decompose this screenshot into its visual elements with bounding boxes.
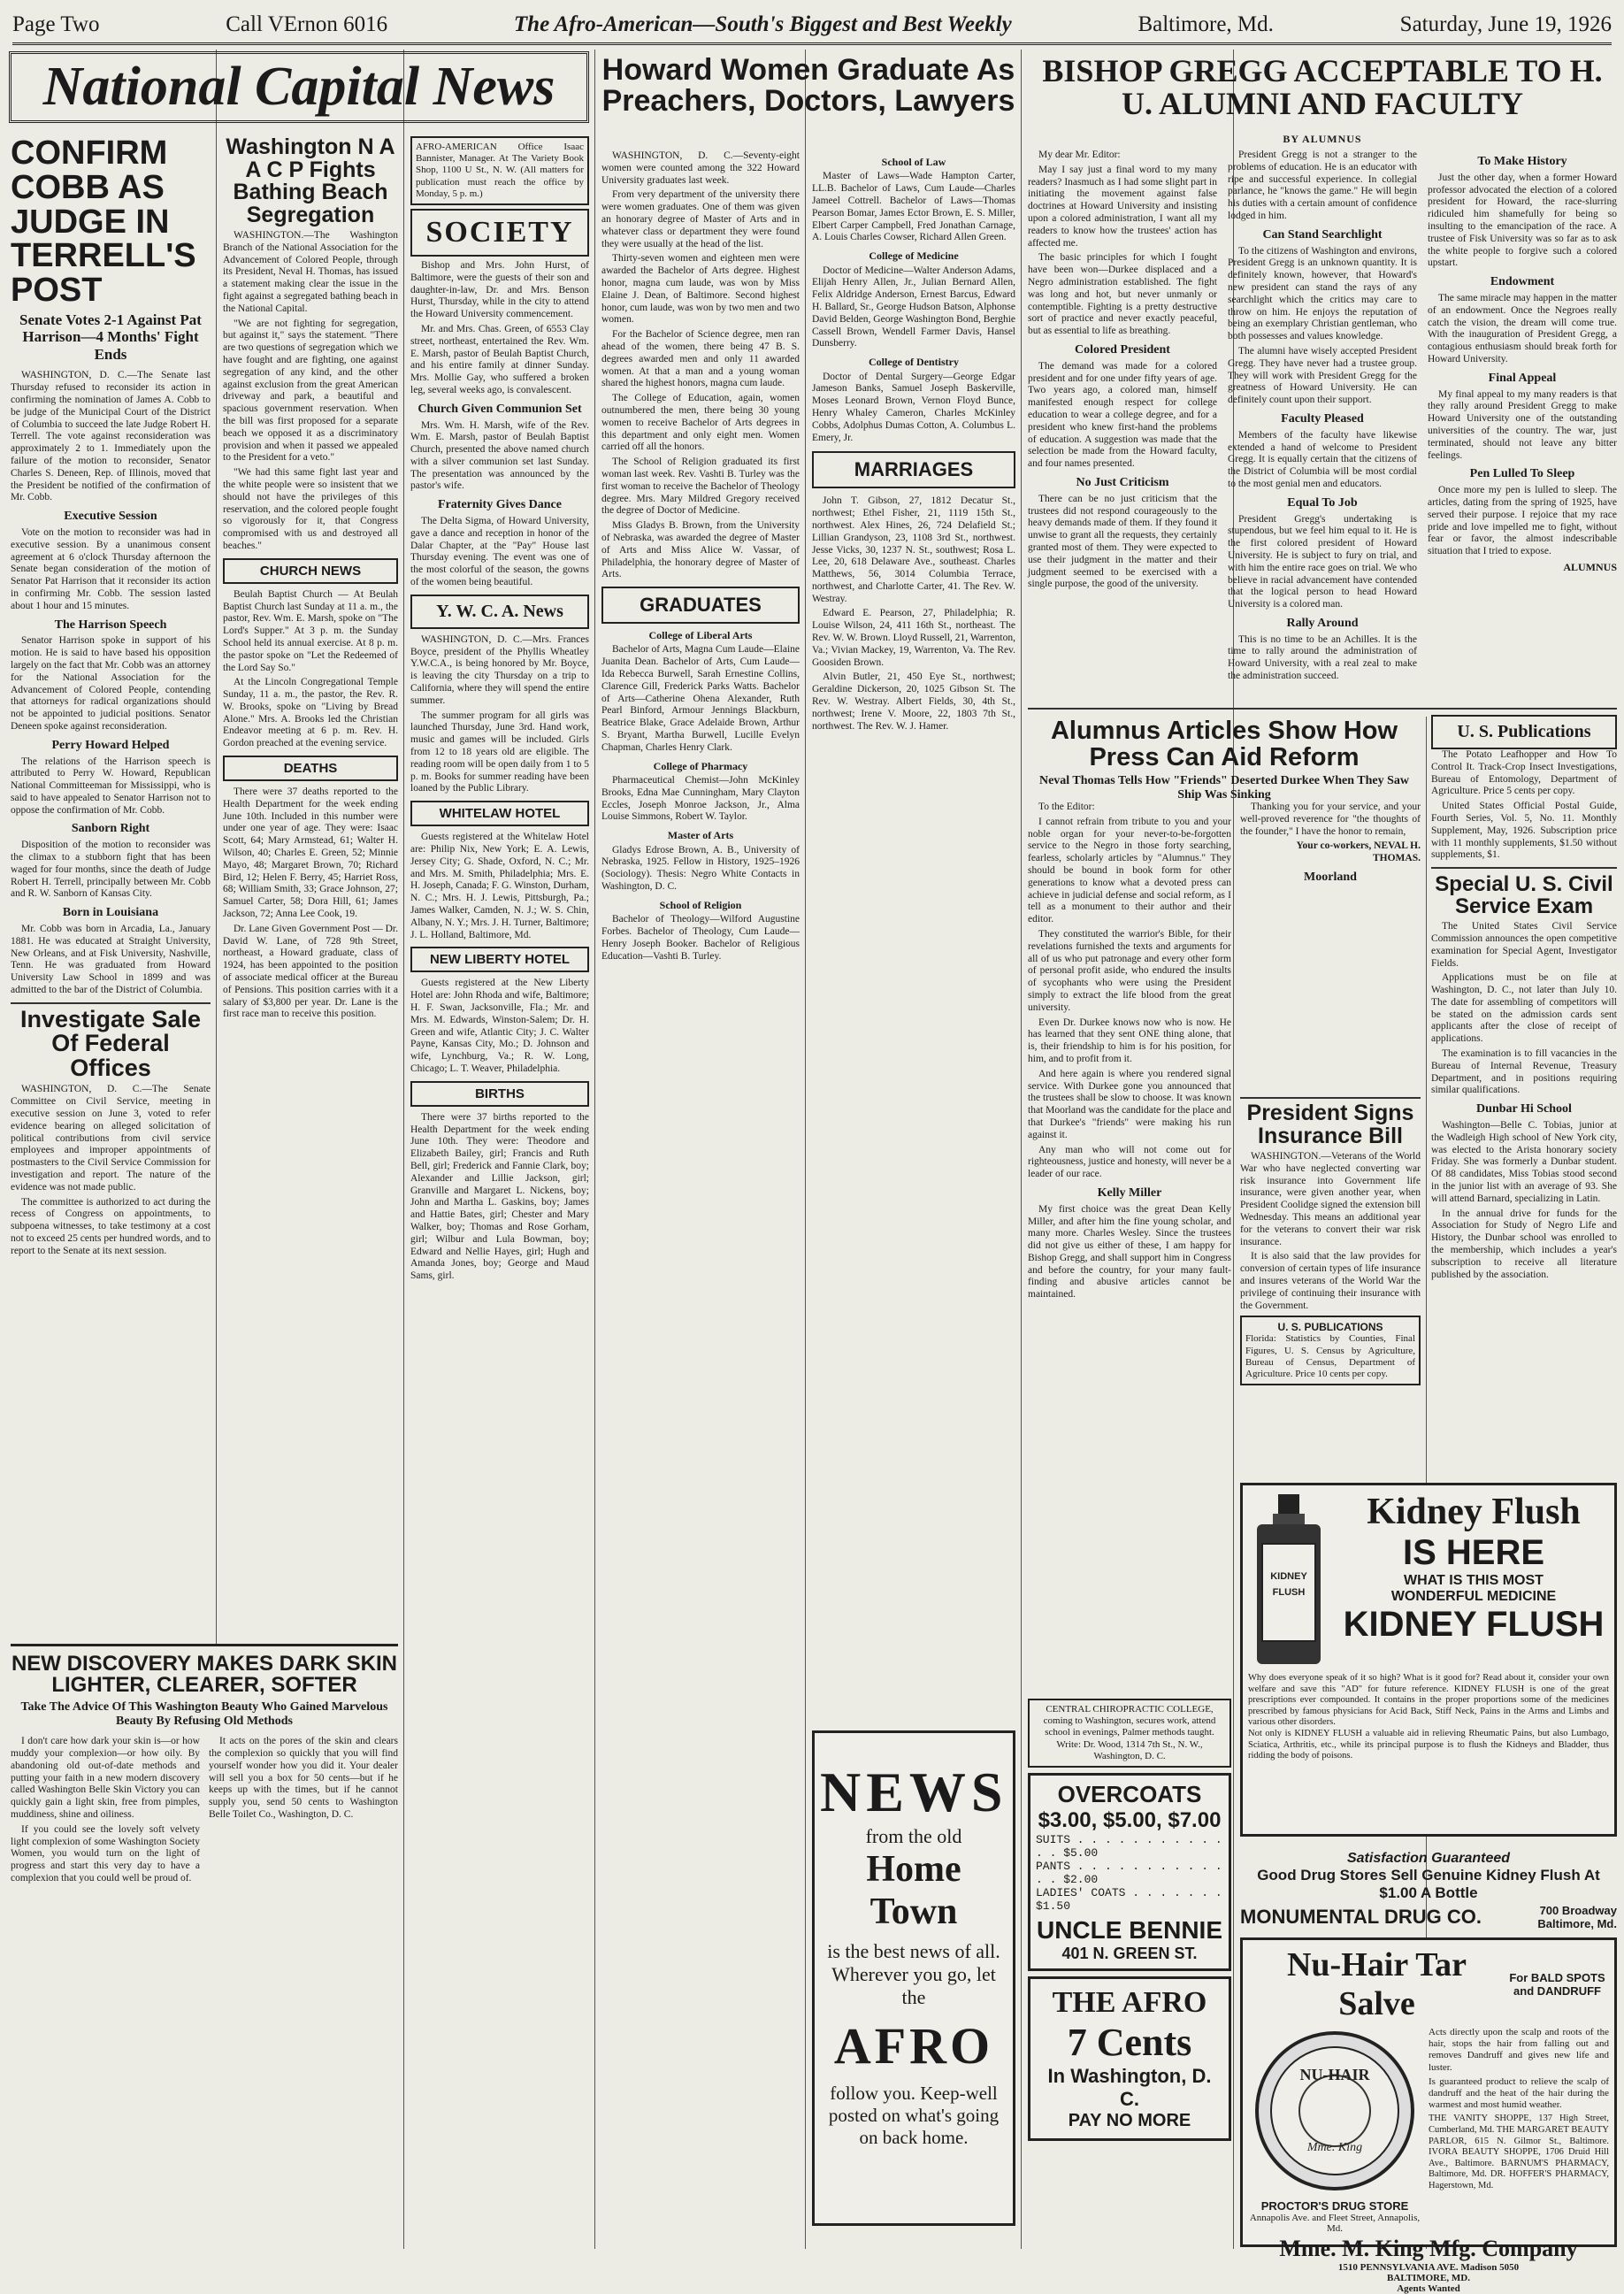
kidney-flush-footer <box>1240 1851 1617 1930</box>
paragraph: The School of Religion graduated its first woman last week. Rev. Vashti B. Turley was the first woman to receive the Bachelor of Theology degree. Mrs. Mary Mildred Gregory received the degree of Doctor of Medicine. <box>601 456 800 517</box>
afro-7cents-ad <box>1028 1976 1231 2141</box>
howard-women-head <box>601 51 1015 145</box>
agents-wanted: Agents Wanted <box>1397 2283 1460 2294</box>
subhead: Fraternity Gives Dance <box>438 498 562 512</box>
paragraph: It acts on the pores of the skin and clears the complexion so quickly that you will find yourself wonder how you did it. Your dealer will sell you a box for 50 cents—but if he keeps up with the times, but if he cannot supply you, send 50 cents to Washington Belle Toilet Co., Washington, D. C. <box>209 1736 398 1820</box>
paragraph: Mr. Cobb was born in Arcadia, La., January 1881. He was educated at Straight University, New Orleans, and at Fisk University, Nashville, Tenn. He was graduated from Howard University Law School in 1899 and was admitted to the bar of the District of Columbia. <box>11 924 211 996</box>
paragraph: Members of the faculty have likewise extended a hand of welcome to President Gregg. It is equally certain that the citizens of the District of Columbia will be most cordial to the most genial men and educators. <box>1228 429 1417 489</box>
paragraph: Doctor of Dental Surgery—George Edgar Jameson Banks, Samuel Joseph Baskerville, Moses Leonard Brown, Vernon Floyd Bunce, Henry Whaley Cameron, Charles McKinley Cobbs, Adolphus Dumas Cotton, A. Columbus L. Emery, Jr. <box>812 371 1015 443</box>
paragraph: Just the other day, when a former Howard professor advocated the election of a colored president for Howard, the race-slurring ridiculed him shamefully for being so insulting to the emancipation of the race. A trustee of Fisk University was so far as to ask the white people to forgive such a colored upstart. <box>1428 172 1617 269</box>
paragraph: Once more my pen is lulled to sleep. The articles, dating from the spring of 1925, have served their purpose. I rejoice that my race pride and love impelled me to fight, without fear or favor, the almost indescribable situation that I tried to expose. <box>1428 485 1617 557</box>
paragraph: Mr. and Mrs. Chas. Green, of 6553 Clay street, northeast, entertained the Rev. Wm. E. Marsh, pastor of Beulah Baptist Church, and his entire family at dinner Sunday. Mrs. Mollie Gay, who suffered a broken leg, several weeks ago, is convalescent. <box>410 323 589 395</box>
ad-follow-you: follow you. Keep-well posted on what's going on back home. <box>828 2083 1000 2148</box>
svg-text:KIDNEY: KIDNEY <box>1270 1571 1307 1582</box>
kidney-tagline: WONDERFUL MEDICINE <box>1390 1589 1557 1604</box>
phone-number: Call VErnon 6016 <box>226 12 388 36</box>
paragraph: For the Bachelor of Science degree, men ran ahead of the women, there being 47 B. S. degrees awarded men and only 11 awarded women. At that a man and a young woman shared the highest honors, magna cum laude. <box>601 329 800 389</box>
cobb-headline: CONFIRM COBB AS JUDGE IN TERRELL'S POST <box>11 134 196 309</box>
overcoats-prices: $3.00, $5.00, $7.00 <box>1038 1807 1222 1832</box>
monumental-address: 700 Broadway <box>1539 1904 1617 1917</box>
paragraph: Master of Laws—Wade Hampton Carter, LL.B. Bachelor of Laws, Cum Laude—Charles Jameel Cottrell. Bachelor of Laws—Thomas Pearson Bomar, James Ector Brown, E. S. Miller, Elbert Carper Campbell, Fred Jonathan Carnage, A. Louis Charles Cowser, Richard Allen Green. <box>812 171 1015 243</box>
federal-offices-article <box>11 1084 211 1257</box>
paragraph: Guests registered at the New Liberty Hotel are: John Rhoda and wife, Baltimore; H. F. Swan, Jacksonville, Fla.; Mr. and Mrs. M. Edwards, Winston-Salem; Dr. H. Green and wife, Atlantic City; J. C. Walter Payne, Kansas City, Mo.; D. Johnson and wife, Lynchburg, Va.; R. W. Long, Chicago; L. T. Weaver, Philadelphia. <box>410 978 589 1074</box>
subhead: Can Stand Searchlight <box>1262 227 1383 242</box>
paragraph: My final appeal to my many readers is that they rally around President Gregg to make Howard University one of the outstanding universities of the country. The war, just terminated, should not leave any bitter feelings. <box>1428 388 1617 461</box>
paragraph: President Gregg is not a stranger to the problems of education. He is an educator with ripe and successful experience. In collegial parlance, he "knows the game." He will begin his duties with a certain amount of confidence lodged in him. <box>1228 150 1417 221</box>
column-8 <box>1431 715 1617 1476</box>
column-rule <box>594 50 595 2249</box>
ad-best-news: is the best news of all. Wherever you go, let the <box>827 1940 1000 2008</box>
overcoats-title: OVERCOATS <box>1057 1780 1202 1807</box>
paragraph: Guests registered at the Whitelaw Hotel are: Philip Nix, New York; E. A. Lewis, Jersey City; G. Shade, Oxford, N. C.; Mr. and Mrs. M. Smith, Philadelphia; Mrs. E. H. Joseph, Canada; F. G. Winston, Durham, N. C.; Mrs. H. J. Lewis, Pittsburgh, Pa.; James Walker, Camden, N. J.; W. S. Chin, Albany, N. Y.; Mrs. J. H. Turner, Baltimore; J. L. Holland, Baltimore, Md. <box>410 832 589 940</box>
gregg-headline: BISHOP GREGG ACCEPTABLE TO H. U. ALUMNI AND FACULTY <box>1042 53 1603 121</box>
paragraph: There were 37 deaths reported to the Health Department for the week ending June 10th. Included in this number were under one year of age. They were: Isaac Scott, 64; Mary Armstead, 61; Walter H. Wilson, 40; Charles E. Green, 52; Minnie Mayo, 48; Margaret Brown, 70; Richard Bird, 12; Helen F. Berry, 45; Harriet Ross, 68; William Smith, 33; Grace Johnson, 27; Samuel Carter, 58; Dora Hill, 61; James Jackson, 72; Anna Lee Cook, 19. <box>223 786 398 920</box>
box-body: Florida: Statistics by Counties, Final Figures, U. S. Census by Agriculture, Bureau of Census, Department of Agriculture. Price 10 cents per copy. <box>1245 1333 1415 1379</box>
paragraph: Beulah Baptist Church — At Beulah Baptist Church last Sunday at 11 a. m., the pastor, Rev. Wm. E. Marsh, spoke on "The Lord's Supper." At 3 p. m. the Sunday School held its annual exercise. At 8 p. m. the pastor spoke on "Let the Redeemed of the Lord Say So." <box>223 588 398 673</box>
ad-news-word: NEWS <box>820 1761 1008 1823</box>
king-address: 1510 PENNSYLVANIA AVE. Madison 5050 <box>1337 2262 1520 2273</box>
paragraph: The alumni have wisely accepted President Gregg. They have never had a trustee group. They will work with President Gregg for the greatness of Howard University. He can definitely count upon their support. <box>1228 345 1417 406</box>
paragraph: This is no time to be an Achilles. It is the time to rally around the administration of Howard University, with a real zeal to make the administration succeed. <box>1228 633 1417 682</box>
paragraph: "We had this same fight last year and the white people were so insistent that we should not have the privileges of this reservation, and the colored people fought so vigorously for it, that Congress compromised with us and destroyed all beaches." <box>223 467 398 551</box>
subhead: To Make History <box>1477 155 1567 168</box>
paragraph: The same miracle may happen in the matter of an endowment. Once the Negroes really catch the vision, the dream will come true. With the inauguration of President Gregg, a contagious enthusiasm should break forth for Howard University. <box>1428 292 1617 364</box>
column-7-lower <box>1240 802 1421 1093</box>
paragraph: WASHINGTON, D. C.—Mrs. Frances Boyce, president of the Phyllis Wheatley Y.W.C.A., is being honored by Mr. Boyce, is leaving the city Thursday on a trip to California, where they will spend the entire summer. <box>410 633 589 706</box>
skin-ad-deck: Take The Advice Of This Washington Beauty Who Gained Marvelous Beauty By Refusing Old Methods <box>20 1699 388 1729</box>
paragraph: Dr. Lane Given Government Post — Dr. David W. Lane, of 728 9th Street, northeast, a Howard graduate, class of 1924, has been appointed to the position of associate medical officer at the Bureau of Pensions. This position carries with it a salary of $3,800 per year. Dr. Lane is the first race man to receive this position. <box>223 923 398 1020</box>
paragraph: WASHINGTON.—Veterans of the World War who have neglected converting war risk insurance into Government life insurance, were given another year, when President Coolidge signed the extension bill Wednesday. This means an additional year for the veterans to convert their war risk insurance. <box>1240 1151 1421 1247</box>
paragraph: The Delta Sigma, of Howard University, gave a dance and reception in honor of the Dalar Chapter, at the "Pay" House last Thursday evening. The event was one of the most colorful of the season, the gowns of the women being beautiful. <box>410 516 589 588</box>
alumnus-letter-cont <box>1240 802 1421 886</box>
paragraph: Washington—Belle C. Tobias, junior at the Wadleigh High school of New York city, was elected to the Arista honorary society Friday. She was formerly a Dunbar student. Of 88 candidates, Miss Tobias stood second in the junior list with an average of 93. She will attend Barnard, specializing in Latin. <box>1431 1120 1617 1204</box>
column-2 <box>223 133 398 1637</box>
new-liberty-title: NEW LIBERTY HOTEL <box>410 947 589 972</box>
paragraph: The United States Civil Service Commission announces the open competitive examination for Special Agent, Investigator Fields. <box>1431 921 1617 969</box>
paragraph: My dear Mr. Editor: <box>1038 150 1121 160</box>
subhead: Moorland <box>1304 870 1357 884</box>
cobb-article <box>11 370 211 996</box>
paragraph: There were 37 births reported to the Health Department for the week ending June 10th. They were: Theodore and Elizabeth Bailey, girl; Francis and Ruth Bell, girl; Frederick and Fannie Clark, boy; Alexander and Lillie Jackson, girl; Granville and Margaret L. Nickens, boy; John and Martha L. Gaskins, boy; James and Hattie Bates, girl; Chester and Mary Walker, boy; Thomas and Rose Gorham, girl; Wilbur and Lula Bowman, boy; Edward and Nellie Hayes, girl; Hugh and Amanda Jones, boy; George and Maud Sams, girl. <box>410 1111 589 1282</box>
us-publications-box <box>1240 1316 1421 1385</box>
nu-hair-title: Nu-Hair Tar Salve <box>1286 1946 1467 2022</box>
section-title-area <box>9 51 589 127</box>
paragraph: Bachelor of Arts, Magna Cum Laude—Elaine Juanita Dean. Bachelor of Arts, Cum Laude—Ida Rebecca Burwell, Sarah Ernestine Collins, Clarence Gill, Frederick Parks Watts. Bachelor of Arts—Catherine Ohena Alexander, Ruth Pearl Binford, Armour Jennings Blackburn, Beatrice Blake, Grace Adelaide Brown, Arthur S. Bryant, Martha Burwell, Lucille Evelyn Chapman, Charles Henry Clark. <box>601 644 800 753</box>
kidney-is-here: IS HERE <box>1402 1533 1545 1572</box>
graduates-list <box>601 629 800 963</box>
section-divider <box>1028 708 1617 710</box>
column-rule <box>403 50 404 2249</box>
marriages-title: MARRIAGES <box>812 451 1015 488</box>
paragraph: Miss Gladys B. Brown, from the University of Nebraska, was awarded the degree of Master of Arts and Miss Alice W. Vassar, of Philadelphia, the honorary degree of Master of Arts. <box>601 520 800 580</box>
naacp-article <box>223 230 398 553</box>
gregg-article <box>1028 129 1617 704</box>
nu-hair-stores: THE VANITY SHOPPE, 137 High Street, Cumberland, Md. THE MARGARET BEAUTY PARLOR, 615 N. Gilmor St., Baltimore. IVORA BEAUTY SHOPPE, 1706 Druid Hill Ave., Baltimore. BARNUM'S PHARMACY, Baltimore, Md. DR. HOFFER'S PHARMACY, Hagerstown, Md. <box>1429 2114 1609 2190</box>
deaths-list <box>223 786 398 1021</box>
skin-ad-body <box>11 1736 398 1888</box>
paragraph: They constituted the warrior's Bible, for their revelations furnished the texts and arguments for all of us who put patronage and every other form of personal profit aside, who endured the insults of sycophants who were using the President simply to extract the life blood from the great university. <box>1028 928 1231 1013</box>
paragraph: Disposition of the motion to reconsider was the climax to a stubborn fight that has been waged for four months, since the death of Judge Robert H. Terrell, principally between Mr. Cobb and R. W. Sanborn of Kansas City. <box>11 840 211 900</box>
news-hometown-ad <box>812 1725 1015 2238</box>
subhead: School of Law <box>881 156 946 168</box>
subhead: College of Liberal Arts <box>648 629 753 642</box>
paragraph: Edward E. Pearson, 27, Philadelphia; R. Louise Wilson, 24, 411 16th St., northeast. The Rev. W. W. Brown. Lloyd Russell, 21, Warrenton, Va.; Vivian Mackey, 19, Warrenton, Va. The Rev. Goosiden Brown. <box>812 608 1015 668</box>
section-title: National Capital News <box>9 51 589 123</box>
paragraph: I don't care how dark your skin is—or how muddy your complexion—or how oily. By abandoning old out-of-date methods and putting your faith in a new modern discovery called Washington Belle Skin Victory you can quickly gain a light skin, free from pimples, muddiness, shine and oiliness. <box>11 1736 200 1820</box>
nu-hair-ad <box>1240 1937 1617 2294</box>
afro-pay-no-more: PAY NO MORE <box>1068 2110 1191 2130</box>
new-liberty-guests <box>410 978 589 1075</box>
subhead: Colored President <box>1075 342 1170 357</box>
church-news <box>223 589 398 750</box>
subhead: Final Appeal <box>1488 371 1557 385</box>
kidney-body-2: Not only is KIDNEY FLUSH a valuable aid in relieving Rheumatic Pains, but also Lumbago, Sciatica, Arthritis, etc., while its principal purpose is to flush the Kidneys and Bladder, thus ridding the body of poisons. <box>1248 1728 1609 1761</box>
paragraph: Doctor of Medicine—Walter Anderson Adams, Elijah Henry Allen, Jr., Julian Bernard Allen, Felix Aldridge Anderson, Ernest Barcus, Edward H. Ballard, Sr., George Hudson Batson, Alphonse David Belden, George Washington Bond, Berghie Cassell Brown, Wendell Farmer Davis, Hansel Dunsberry. <box>812 265 1015 349</box>
paragraph: There can be no just criticism that the trustees did not respond courageously to the heavy demands made of them. If they found it unwise to grant all the requests, they certainly granted most of them. They were expected to use their judgment in the matter and their judgment seemed to be exercised with a single purpose, the good of the university. <box>1028 493 1217 590</box>
society-banner: SOCIETY <box>410 209 589 257</box>
paper-slogan: The Afro-American—South's Biggest and Best Weekly <box>513 12 1012 36</box>
subhead: Master of Arts <box>667 829 734 842</box>
afro-where: In Washington, D. C. <box>1047 2064 1212 2110</box>
letter-signature: Your co-workers, NEVAL H. THOMAS. <box>1296 840 1421 864</box>
church-news-title: CHURCH NEWS <box>223 558 398 584</box>
overcoats-ad <box>1028 1773 1231 1971</box>
howard-women-headline: Howard Women Graduate As Preachers, Doctors, Lawyers <box>601 53 1015 118</box>
insurance-headline: President Signs Insurance Bill <box>1246 1101 1414 1148</box>
births-list <box>410 1112 589 1283</box>
subhead: Dunbar Hi School <box>1476 1102 1572 1116</box>
uncle-bennie: UNCLE BENNIE <box>1036 1915 1222 1944</box>
kidney-title: Kidney Flush <box>1367 1492 1581 1532</box>
kidney-tagline: WHAT IS THIS MOST <box>1404 1573 1544 1588</box>
price-line: SUITS . . . . . . . . . . . . . $5.00 <box>1036 1832 1222 1860</box>
paragraph: "We are not fighting for segregation, but against it," says the statement. "There are two questions of segregation which we have fought and are fighting, one against segregation of any kind, and the other against exclusion from the great American driveway and park, a beautiful and spacious government reservation. When the bill was first proposed for a separate beach we opposed it as a discriminatory provision and when it passed we appealed to the President for a veto." <box>223 318 398 464</box>
kidney-title-2: KIDNEY FLUSH <box>1343 1605 1605 1644</box>
column-5 <box>812 150 1015 1716</box>
subhead: Pen Lulled To Sleep <box>1469 467 1575 481</box>
svg-text:FLUSH: FLUSH <box>1272 1587 1306 1598</box>
paragraph: If you could see the lovely soft velvety light complexion of some Washington Society Women, you would turn on the light of progress and start this very day to have a complexion that you could well be proud of. <box>11 1823 200 1884</box>
column-rule <box>1021 50 1022 2249</box>
skin-ad-headline: NEW DISCOVERY MAKES DARK SKIN LIGHTER, CLEARER, SOFTER <box>11 1652 398 1698</box>
nu-hair-guarantee: Is guaranteed product to relieve the scalp of dandruff and the heat of the hair during the warmest and most humid weather. <box>1429 2075 1609 2111</box>
paragraph: Thanking you for your service, and your well-proved reverence for "the thoughts of the founder," I have the honor to remain, <box>1240 802 1421 837</box>
page-number: Page Two <box>12 12 100 36</box>
column-6-ads <box>1028 1695 1231 2252</box>
afro-price: 7 Cents <box>1067 2020 1192 2064</box>
paragraph: The summer program for all girls was launched Thursday, June 3rd. Hand work, music and games will be included. Girls from 12 to 18 years old are eligible. The reading room will be open daily from 1 to 5 p. m. Books for summer reading have been loaned by the Public Library. <box>410 710 589 794</box>
paragraph: My first choice was the great Dean Kelly Miller, and after him the fine young scholar, and many more. Charles Wesley. Since the trustees did not give us either of these, I am happy for Bishop Gregg, and shall support him in Congress and before the country, for your many fault-finding and abusive articles cannot be maintained. <box>1028 1203 1231 1300</box>
king-city: BALTIMORE, MD. <box>1386 2273 1471 2283</box>
paragraph: Senator Harrison spoke in support of his motion. He is said to have based his opposition largely on the fact that Mr. Cobb was an attorney for the National Association for the Advancement of Colored People, contending that attorneys for radical organizations should not be appointed to judicial positions. Senator Deneen spoke against reconsideration. <box>11 635 211 732</box>
subhead: College of Medicine <box>869 249 959 263</box>
kidney-price: Good Drug Stores Sell Genuine Kidney Flush At $1.00 A Bottle <box>1257 1867 1600 1901</box>
births-title: BIRTHS <box>410 1081 589 1107</box>
paragraph: Even Dr. Durkee knows now who is now. He has learned that they sent ONE thing alone, that is, their friendship to him is for his position, for him, and to profit from it. <box>1028 1017 1231 1064</box>
paragraph: May I say just a final word to my many readers? Inasmuch as I had some slight part in initiating the movement against false doctrines at Howard University and insisting upon a colored administration, I want all my readers to know how the trustees' action has affected me. <box>1028 164 1217 249</box>
paragraph: To the Editor: <box>1038 802 1095 812</box>
paragraph: From very department of the university there were women graduates. One of them was given an honorary degree of Master of Arts and in whatever class or department they were found they were usually at the head of the list. <box>601 189 800 249</box>
paragraph: The College of Education, again, women outnumbered the men, there being 30 young women to receive Bachelor of Arts degrees in this department and only eight men. Women carried off all the honors. <box>601 393 800 453</box>
alumnus-letter <box>1028 802 1231 1301</box>
paragraph: The demand was made for a colored president and for one under fifty years of age. Two years ago, a colored man, himself manifested enough respect for college education to wear a college degree, and for a president who knew first-hand the problems of education. A suggestion was made that the selection be made from the Howard faculty, and four names presented. <box>1028 360 1217 470</box>
ywca-news <box>410 634 589 795</box>
subhead: Executive Session <box>64 510 157 524</box>
paragraph: Gladys Edrose Brown, A. B., University of Nebraska, 1925. Fellow in History, 1925–1926 (Sociology). Thesis: Negro White Contacts in Washington, D. C. <box>601 844 800 893</box>
paragraph: John T. Gibson, 27, 1812 Decatur St., northwest; Ethel Fisher, 21, 1119 15th St., northwest. Alex Hines, 26, 724 Delafield St.; Lillian Grandyson, 23, 1108 3rd St., northwest. Jesse Vicks, 30, 1237 N. St., southwest; Rosa L. Lee, 20, 618 Delaware Ave., southeast. Charles Matthews, 56, 3014 Columbia Terrace, northwest, and Charlotte Carter, 41. The Rev. W. Westray. <box>812 495 1015 604</box>
us-publications-body <box>1431 749 1617 862</box>
paragraph: United States Official Postal Guide, Fourth Series, Vol. 5, No. 11. Monthly Supplement, May, 1926. Subscription price with 11 monthly supplements, $1.50 without supplements, $1. <box>1431 801 1617 861</box>
paragraph: In the annual drive for funds for the Association for Study of Negro Life and History, the Dunbar school was enrolled to the membership, which includes a year's subscription to receive all literature published by the association. <box>1431 1208 1617 1280</box>
civil-service-body <box>1431 921 1617 1281</box>
column-6-lower <box>1028 802 1231 1690</box>
howard-women-article <box>601 150 800 581</box>
column-3 <box>410 133 589 2247</box>
whitelaw-guests <box>410 832 589 941</box>
gregg-signature: ALUMNUS <box>1563 560 1617 573</box>
paragraph: And here again is where you rendered signal service. With Durkee gone you announced that the trustees shall be slow to choose. It was known that Moorland was the candidate for the place and that Durkee's "friends" were making his run against it. <box>1028 1068 1231 1140</box>
paragraph: I cannot refrain from tribute to you and your noble organ for your never-to-be-forgotten service to the Negro in those forty searching, fearless, scholarly articles by "Alumnus." They should be bound in book form for other generations to know what a devoted press can achieve in judicial defense and social reform, as I tell as a monument to their author and their editor. <box>1028 816 1231 925</box>
subhead: Endowment <box>1490 275 1555 289</box>
deaths-title: DEATHS <box>223 756 398 781</box>
chiropractic-ad: CENTRAL CHIROPRACTIC COLLEGE, coming to Washington, secures work, attend school in evenings, Palmer methods taught. Write: Dr. Wood, 1314 7th St., N. W., Washington, D. C. <box>1028 1699 1231 1768</box>
proctor-drug: PROCTOR'S DRUG STORE <box>1260 2199 1409 2213</box>
paragraph: Applications must be on file at Washington, D. C., not later than July 10. The date for assembling of competitors will be stated on the admission cards sent applicants after the close of receipt of applications. <box>1431 972 1617 1045</box>
paragraph: Bishop and Mrs. John Hurst, of Baltimore, were the guests of their son and daughter-in-law, Dr. and Mrs. Benson Hurst, Thursday, while in the city to attend the Howard University commencement. <box>410 259 589 320</box>
paragraph: At the Lincoln Congregational Temple Sunday, 11 a. m., the pastor, the Rev. R. W. Brooks, spoke on "Living by Bread Alone." Mrs. A. Brooks led the Christian Endeavor meeting at 6 p. m. Rev. H. Gordon preached at the evening service. <box>223 677 398 749</box>
insurance-body <box>1240 1151 1421 1312</box>
paragraph: Any man who will not come out for righteousness, justice and honesty, will never be a leader of our race. <box>1028 1144 1231 1180</box>
svg-text:NU-HAIR: NU-HAIR <box>1299 2066 1370 2083</box>
kidney-guarantee: Satisfaction Guaranteed <box>1346 1851 1511 1866</box>
cobb-deck: Senate Votes 2-1 Against Pat Harrison—4 Months' Fight Ends <box>19 311 202 363</box>
paragraph: The Potato Leafhopper and How To Control It. Track-Crop Insect Investigations, Bureau of Entomology, Department of Agriculture. Price 5 cents per copy. <box>1431 749 1617 797</box>
paragraph: WASHINGTON, D. C.—The Senate Committee on Civil Service, meeting in executive session on June 3, voted to refer evidence bearing on alleged solicitation of political contributions from civil service employees and improper appointments of postmasters to the Civil Service Commission for investigation and report. The nature of the evidence was not made public. <box>11 1084 211 1193</box>
city: Baltimore, Md. <box>1138 12 1274 36</box>
subhead: College of Pharmacy <box>653 759 748 772</box>
federal-offices-headline: Investigate Sale Of Federal Offices <box>19 1005 202 1081</box>
subhead: Church Given Communion Set <box>417 402 582 416</box>
afro-office-box: AFRO-AMERICAN Office Isaac Bannister, Manager. At The Variety Book Shop, 1100 U St., N. W. (All matters for publication must reach the office by Monday, 5 p. m.) <box>410 136 589 205</box>
kidney-flush-ad <box>1240 1483 1617 1845</box>
svg-text:Mme. King: Mme. King <box>1306 2141 1363 2154</box>
paragraph: It is also said that the law provides for conversion of certain types of life insurance and insures veterans of the World War the privilege of continuing their insurance with the Government. <box>1240 1251 1421 1311</box>
issue-date: Saturday, June 19, 1926 <box>1399 12 1612 36</box>
subhead: Faculty Pleased <box>1281 411 1364 426</box>
price-line: LADIES' COATS . . . . . . . $1.50 <box>1036 1885 1222 1913</box>
masthead <box>12 7 1612 45</box>
civil-service-headline: Special U. S. Civil Service Exam <box>1435 872 1613 918</box>
subhead: Rally Around <box>1286 616 1359 630</box>
paragraph: WASHINGTON, D. C.—The Senate last Thursday refused to reconsider its action in confirming the nomination of James A. Cobb to be judge of the Municipal Court of the District of Columbia to succeed the late Judge Robert H. Terrell. The vote against reconsideration was approximately 2 to 1. Immediately upon the failure of the motion to reconsider, Senator Charles S. Deneen, Rep. of Illinois, moved that the President be notified of the confirmation of Mr. Cobb. <box>11 370 211 503</box>
uncle-bennie-address: 401 N. GREEN ST. <box>1061 1944 1198 1962</box>
paragraph: Vote on the motion to reconsider was had in executive session. By a unanimous consent agreement at 6 o'clock Thursday afternoon the Senate began consideration of the motion of Senator Pat Harrison that it reconsider its action in confirming Mr. Cobb. The session lasted about 1 hour and 15 minutes. <box>11 526 211 611</box>
ywca-title: Y. W. C. A. News <box>410 595 589 629</box>
column-4 <box>601 150 800 2247</box>
subhead: Kelly Miller <box>1097 1185 1162 1200</box>
marriages-list <box>812 495 1015 733</box>
naacp-headline: Washington N A A C P Fights Bathing Beach Segregation <box>226 134 395 227</box>
gregg-byline: BY ALUMNUS <box>1283 133 1362 145</box>
skin-ad <box>11 1644 398 2254</box>
whitelaw-title: WHITELAW HOTEL <box>410 801 589 826</box>
monumental-drug: MONUMENTAL DRUG CO. <box>1240 1906 1482 1928</box>
afro-title: THE AFRO <box>1052 1985 1207 2019</box>
paragraph: Pharmaceutical Chemist—John McKinley Brooks, Edna Mae Cunningham, Mary Clayton Eccles, Joseph Monroe Jackson, Jr., Alma Louise Simmons, Robert W. Taylor. <box>601 775 800 823</box>
paragraph: The committee is authorized to act during the recess of Congress on appointments, to subpoena witnesses, to take testimony at a cost not to exceed 25 cents per hundred words, and to report to the Senate at its next session. <box>11 1196 211 1256</box>
alumnus-head <box>1028 715 1421 802</box>
nu-hair-body: Acts directly upon the scalp and roots of the hair, stops the hair from falling out and removes Dandruff and gives new life and luster. <box>1429 2027 1609 2073</box>
box-title: U. S. PUBLICATIONS <box>1277 1321 1383 1334</box>
paragraph: The examination is to fill vacancies in the Bureau of Internal Revenue, Treasury Department, and in positions requiring similar qualifications. <box>1431 1048 1617 1096</box>
proctor-address: Annapolis Ave. and Fleet Street, Annapolis, Md. <box>1249 2213 1421 2234</box>
paragraph: The relations of the Harrison speech is attributed to Perry W. Howard, Republican National Committeeman for Mississippi, who is said to have appealed to Senator Harrison not to oppose the confirmation of Mr. Cobb. <box>11 756 211 816</box>
graduates-title: GRADUATES <box>601 587 800 624</box>
king-company: Mme. M. King Mfg. Company <box>1279 2236 1578 2261</box>
alumnus-headline: Alumnus Articles Show How Press Can Aid Reform <box>1050 717 1398 771</box>
subhead: The Harrison Speech <box>54 618 167 632</box>
alumnus-deck: Neval Thomas Tells How "Friends" Deserted Durkee When They Saw Ship Was Sinking <box>1038 774 1410 802</box>
insurance-bill-article <box>1240 1097 1421 1548</box>
subhead: College of Dentistry <box>869 356 959 369</box>
paragraph: WASHINGTON, D. C.—Seventy-eight women were counted among the 322 Howard University graduates last week. <box>601 150 800 186</box>
subhead: Equal To Job <box>1287 495 1358 510</box>
kidney-body: Why does everyone speak of it so high? What is it good for? Read about it, consider your own welfare and save this "AD" for future reference. KIDNEY FLUSH is one of the great prescriptions ever compounded. It contains in the proper proportions some of the medicines prescribed by famous physicians for Acid Back, Stiff Neck, Pains in the Arms and Limbs and various other disorders. <box>1248 1673 1609 1728</box>
ad-afro-word: AFRO <box>833 2017 994 2075</box>
nu-hair-for: For BALD SPOTS and DANDRUFF <box>1509 1971 1605 1998</box>
subhead: School of Religion <box>659 898 742 911</box>
monumental-city: Baltimore, Md. <box>1537 1917 1617 1930</box>
price-line: PANTS . . . . . . . . . . . . . $2.00 <box>1036 1859 1222 1886</box>
subhead: No Just Criticism <box>1076 475 1169 489</box>
ad-home-town: Home Town <box>866 1849 961 1932</box>
subhead: Sanborn Right <box>71 822 150 836</box>
gregg-head <box>1028 51 1617 126</box>
graduates-continued <box>812 156 1015 444</box>
paragraph: Bachelor of Theology—Wilford Augustine Forbes. Bachelor of Theology, Cum Laude—Henry Joseph Booker. Bachelor of Religious Education—Vashti B. Turley. <box>601 914 800 962</box>
us-publications-title: U. S. Publications <box>1431 715 1617 749</box>
paragraph: To the citizens of Washington and environs, President Gregg is an unknown quantity. It is definitely known, however, that Howard's new president can stand the rays of any searchlight which the critics may care to throw on him. He enjoys the reputation of being an exemplary Christian gentleman, who both possesses and values knowledge. <box>1228 245 1417 342</box>
ad-from-old: from the old <box>865 1825 962 1847</box>
paragraph: President Gregg's undertaking is stupendous, but we feel him equal to it. He is the first colored president of Howard University. He is subject to fury on trial, and with him the entire race goes on trial. We who believe in racial advancement have contended that the logical person to head Howard University is a colored man. <box>1228 513 1417 610</box>
paragraph: Mrs. Wm. H. Marsh, wife of the Rev. Wm. E. Marsh, pastor of Beulah Baptist Church, presented the above named church with a silver communion set last Sunday. The presentation was announced by the pastor's wife. <box>410 419 589 492</box>
column-rule <box>805 50 806 2249</box>
paragraph: Alvin Butler, 21, 450 Eye St., northwest; Geraldine Dickerson, 20, 1025 Gibson St. The Rev. W. Westray. Albert Fields, 30, 4th St., northwest; Irene V. Moore, 22, 1803 7th St., northwest. The Rev. W. J. Hamer. <box>812 671 1015 732</box>
subhead: Perry Howard Helped <box>51 738 170 752</box>
paragraph: WASHINGTON.—The Washington Branch of the National Association for the Advancement of Colored People, through its President, Neval H. Thomas, has issued a statement making clear the issue in the fight against a segregated bathing beach in the National Capital. <box>223 230 398 314</box>
subhead: Born in Louisiana <box>62 906 159 920</box>
salve-tin-icon <box>1251 2027 1419 2195</box>
paragraph: Thirty-seven women and eighteen men were awarded the Bachelor of Arts degree. Highest honor, magna cum laude, was won by Miss Elaine J. Dean, of Baltimore. Second highest honor, cum laude, was won by two men and two women. <box>601 253 800 326</box>
medicine-bottle-icon <box>1248 1491 1329 1668</box>
society-column <box>410 260 589 589</box>
paragraph: The basic principles for which I fought have been won—Durkee displaced and a Negro administration established. The fight was long and hot, but never unmanly or contemptible. Fighting is a pretty destructive sort of practice and never exactly peaceful, but as essential to life as breathing. <box>1028 252 1217 337</box>
